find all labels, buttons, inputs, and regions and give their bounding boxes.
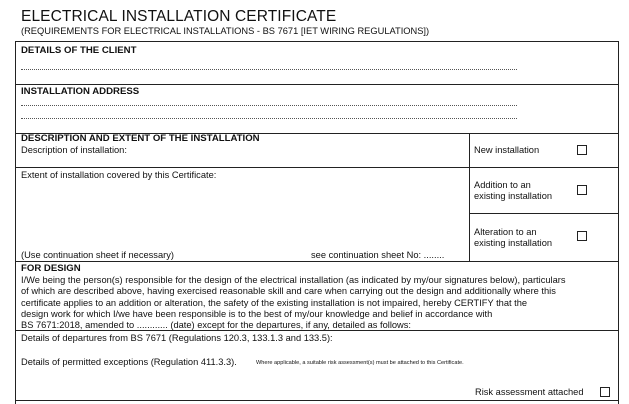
design-declaration-line: certificate applies to an addition or alteration, the safety of the existing installation is not impaired, hereby CERTIFY that the bbox=[21, 297, 528, 308]
divider bbox=[15, 330, 619, 331]
divider bbox=[15, 261, 619, 262]
option-alteration-label: Alteration to an bbox=[474, 227, 537, 237]
exceptions-label: Details of permitted exceptions (Regulation 411.3.3). bbox=[21, 357, 237, 367]
risk-assessment-label: Risk assessment attached bbox=[475, 387, 584, 397]
new-installation-checkbox[interactable] bbox=[577, 145, 587, 155]
option-addition-label: Addition to an bbox=[474, 180, 531, 190]
address-line-1[interactable] bbox=[21, 105, 517, 106]
departures-label: Details of departures from BS 7671 (Regulations 120.3, 133.1.3 and 133.5): bbox=[21, 333, 333, 343]
address-heading: INSTALLATION ADDRESS bbox=[21, 86, 140, 97]
option-new-installation-label: New installation bbox=[474, 145, 540, 155]
design-heading: FOR DESIGN bbox=[21, 263, 81, 274]
divider bbox=[469, 167, 619, 168]
design-declaration-line: design work for which I/we have been responsible is to the best of my/our knowledge and belief in accordance with bbox=[21, 308, 493, 319]
continuation-note: (Use continuation sheet if necessary) bbox=[21, 250, 174, 260]
address-line-2[interactable] bbox=[21, 118, 517, 119]
divider bbox=[15, 400, 619, 401]
client-name-line[interactable] bbox=[21, 69, 517, 70]
exceptions-note: Where applicable, a suitable risk assessment(s) must be attached to this Certificate. bbox=[256, 360, 464, 366]
certificate-title: ELECTRICAL INSTALLATION CERTIFICATE bbox=[21, 8, 337, 25]
addition-checkbox[interactable] bbox=[577, 185, 587, 195]
option-addition-label: existing installation bbox=[474, 191, 553, 201]
alteration-checkbox[interactable] bbox=[577, 231, 587, 241]
design-declaration-line: of which are described above, having exercised reasonable skill and care when carrying out the design and additionally where this bbox=[21, 286, 556, 297]
divider bbox=[469, 213, 619, 214]
design-declaration bbox=[21, 275, 611, 331]
extent-label: Extent of installation covered by this Certificate: bbox=[21, 170, 217, 180]
description-label: Description of installation: bbox=[21, 145, 127, 155]
client-heading: DETAILS OF THE CLIENT bbox=[21, 45, 137, 56]
design-declaration-line: I/We being the person(s) responsible for the design of the electrical installation (as indicated by my/our signatures below), particulars bbox=[21, 275, 566, 285]
continuation-sheet-number[interactable]: see continuation sheet No: ........ bbox=[311, 250, 445, 260]
divider bbox=[15, 84, 619, 85]
design-declaration-line: BS 7671:2018, amended to ............ (date) except for the departures, if any, detailed as follows: bbox=[21, 320, 412, 331]
risk-assessment-checkbox[interactable] bbox=[600, 387, 610, 397]
option-alteration-label: existing installation bbox=[474, 238, 553, 248]
certificate-subtitle: (REQUIREMENTS FOR ELECTRICAL INSTALLATIONS - BS 7671 [IET WIRING REGULATIONS]) bbox=[21, 26, 430, 36]
options-column-divider bbox=[469, 133, 470, 261]
description-heading: DESCRIPTION AND EXTENT OF THE INSTALLATION bbox=[21, 133, 260, 144]
